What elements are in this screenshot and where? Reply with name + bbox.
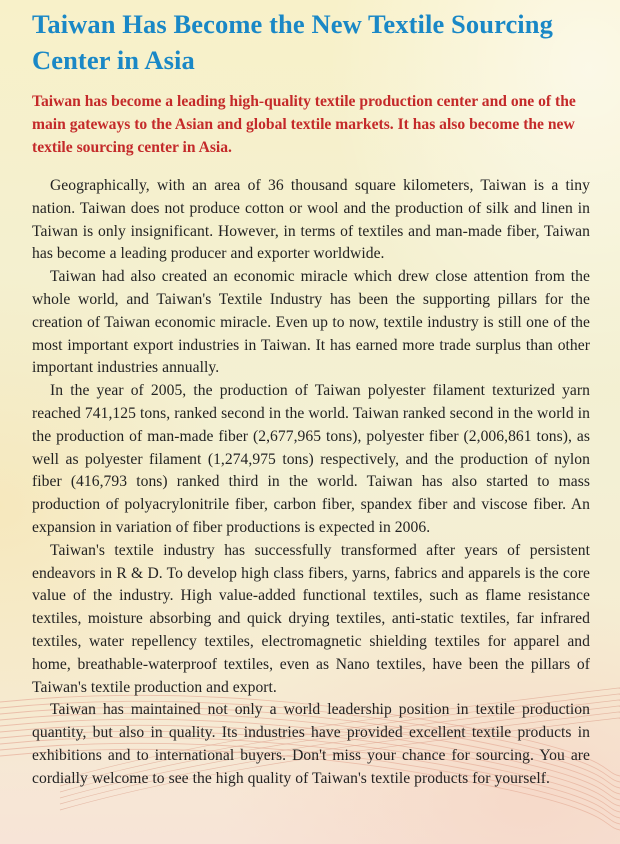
article-subtitle: Taiwan has become a leading high-quality textile production center and one of the main gateways to the Asian and global textile markets. It has also become the new textile sourcing center in Asia. — [32, 93, 576, 156]
body-paragraph: Taiwan's textile industry has successfully transformed after years of persistent endeavors in R & D. To develop high class fibers, yarns, fabrics and apparels is the core value of the industry. High value-added functional textiles, such as flame resistance textiles, moisture absorbing and quick drying textiles, anti-static textiles, far infrared textiles, water repellency textiles, electromagnetic shielding textiles for apparel and home, breathable-waterproof textiles, even as Nano textiles, have been the pillars of Taiwan's textile production and export. — [32, 541, 590, 696]
body-paragraph: Taiwan had also created an economic miracle which drew close attention from the whole world, and Taiwan's Textile Industry has been the supporting pillars for the creation of Taiwan economic miracle. Even up to now, textile industry is still one of the most important export industries in Taiwan. It has earned more trade surplus than other important industries annually. — [32, 268, 590, 377]
body-paragraph: In the year of 2005, the production of Taiwan polyester filament texturized yarn reached 741,125 tons, ranked second in the world. Taiwan ranked second in the world in the production of man-made fiber (2,677,965 tons), polyester fiber (2,006,861 tons), as well as polyester filament (1,274,975 tons) respectively, and the production of nylon fiber (416,793 tons) ranked third in the world. Taiwan has also started to mass production of polyacrylonitrile fiber, carbon fiber, spandex fiber and viscose fiber. An expansion in variation of fiber productions is expected in 2006. — [32, 382, 590, 536]
body-paragraph: Geographically, with an area of 36 thousand square kilometers, Taiwan is a tiny nation. Taiwan does not produce cotton or wool and the production of silk and linen in Taiwan is only insignificant. However, in terms of textiles and man-made fiber, Taiwan has become a leading producer and exporter worldwide. — [32, 177, 590, 263]
article-body — [32, 175, 590, 791]
article-title: Taiwan Has Become the New Textile Sourcing Center in Asia — [32, 9, 553, 75]
body-paragraph: Taiwan has maintained not only a world leadership position in textile production quantity, but also in quality. Its industries have provided excellent textile products in exhibitions and to international buyers. Don't miss your chance for sourcing. You are cordially welcome to see the high quality of Taiwan's textile products for yourself. — [32, 701, 590, 787]
article — [32, 6, 590, 791]
